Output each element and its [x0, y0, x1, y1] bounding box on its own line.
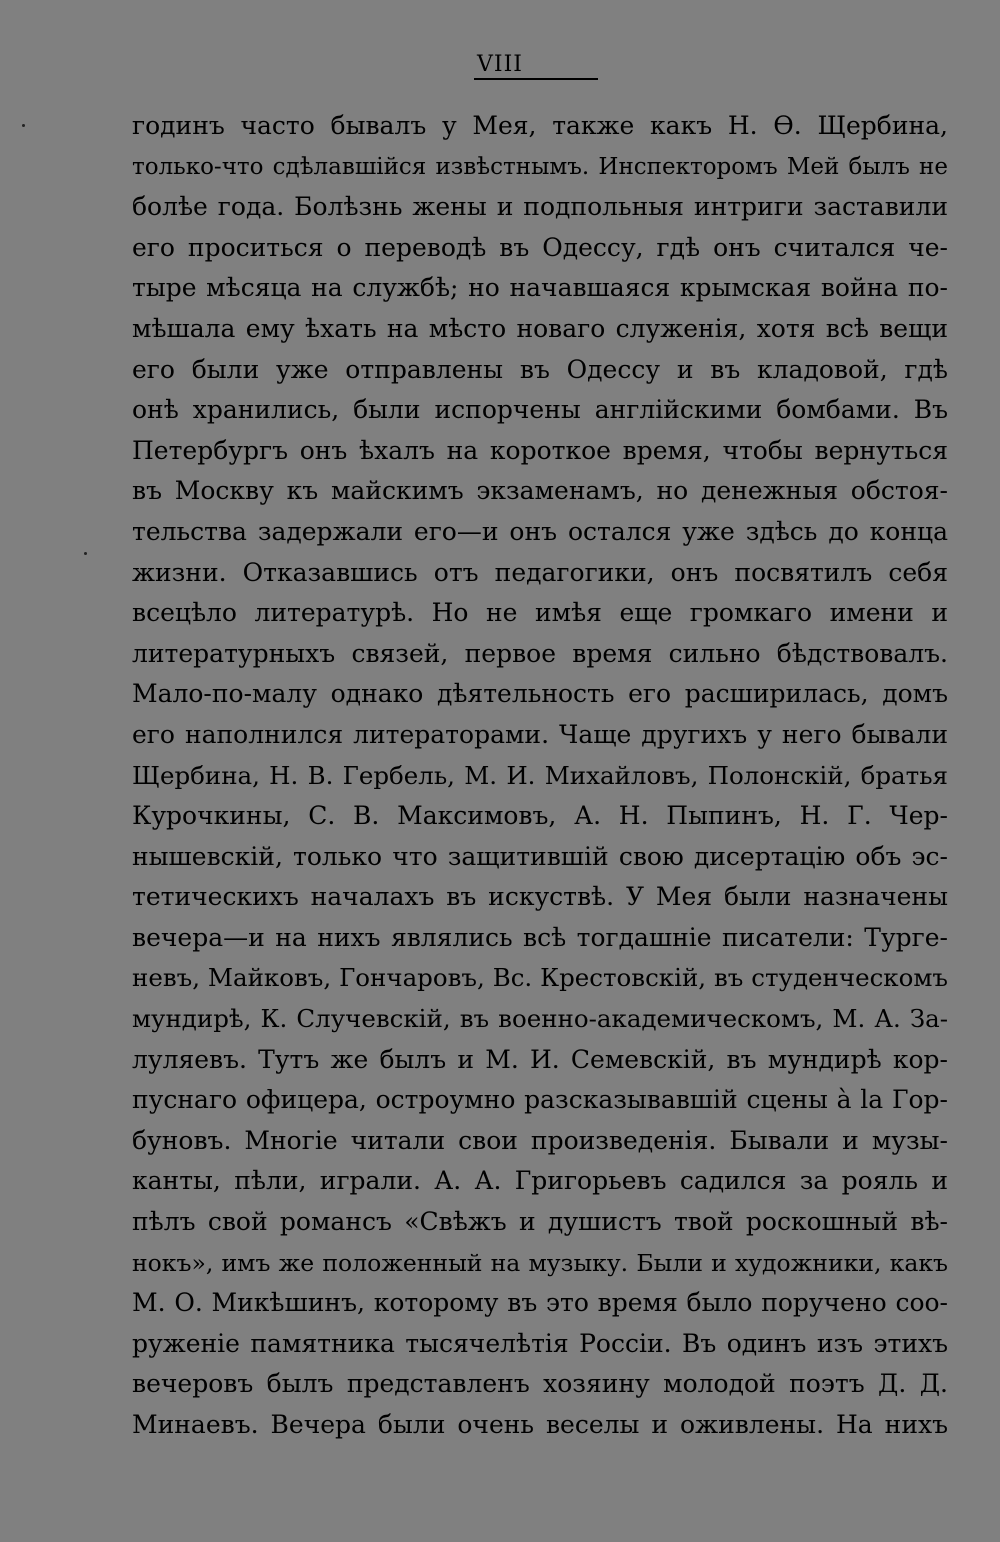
text-line: тельства задержали его—и онъ остался уже здѣсь до конца: [132, 516, 948, 546]
text-line: руженіе памятника тысячелѣтія Россіи. Въ одинъ изъ этихъ: [132, 1328, 948, 1358]
text-line: тетическихъ началахъ въ искуствѣ. У Мея были назначены: [132, 882, 948, 912]
text-line: нышевскій, только что защитившій свою дисертацію объ эс-: [132, 841, 948, 871]
scan-speck: [22, 124, 25, 127]
text-line: нокъ», имъ же положенный на музыку. Были и художники, какъ: [132, 1248, 948, 1277]
text-line: его проситься о переводѣ въ Одессу, гдѣ онъ считался че-: [132, 232, 948, 262]
text-line: канты, пѣли, играли. А. А. Григорьевъ садился за рояль и: [132, 1166, 948, 1196]
text-line: жизни. Отказавшись отъ педагогики, онъ посвятилъ себя: [132, 557, 948, 587]
text-line: Щербина, Н. В. Гербель, М. И. Михайловъ, Полонскій, братья: [132, 760, 948, 790]
text-line: только-что сдѣлавшійся извѣстнымъ. Инспекторомъ Мей былъ не: [132, 153, 948, 180]
text-line: Курочкины, С. В. Максимовъ, А. Н. Пыпинъ, Н. Г. Чер-: [132, 801, 948, 831]
text-line: вечеровъ былъ представленъ хозяину молодой поэтъ Д. Д.: [132, 1369, 948, 1399]
text-line: его наполнился литераторами. Чаще другихъ у него бывали: [132, 719, 948, 749]
scan-speck: [84, 552, 87, 555]
page-number: VIII: [477, 52, 523, 77]
text-line: Петербургъ онъ ѣхалъ на короткое время, чтобы вернуться: [132, 435, 948, 465]
text-line: Мало-по-малу однако дѣятельность его расширилась, домъ: [132, 679, 948, 709]
page-number-rule: [474, 78, 598, 80]
text-line: пуснаго офицера, остроумно разсказывавшій сцены à la Гор-: [132, 1085, 948, 1115]
text-line: онѣ хранились, были испорчены англійскими бомбами. Въ: [132, 395, 948, 425]
text-line: Минаевъ. Вечера были очень веселы и оживлены. На нихъ: [132, 1410, 948, 1439]
text-line: невъ, Майковъ, Гончаровъ, Вс. Крестовскій, въ студенческомъ: [132, 963, 948, 993]
text-line: всецѣло литературѣ. Но не имѣя еще громкаго имени и: [132, 598, 948, 628]
text-line: тыре мѣсяца на службѣ; но начавшаяся крымская война по-: [132, 273, 948, 303]
text-line: М. О. Микѣшинъ, которому въ это время было поручено соо-: [132, 1288, 948, 1318]
text-line: литературныхъ связей, первое время сильно бѣдствовалъ.: [132, 638, 948, 668]
text-line: мундирѣ, К. Случевскій, въ военно-академическомъ, М. А. За-: [132, 1004, 948, 1034]
text-line: луляевъ. Тутъ же былъ и М. И. Семевскій, въ мундирѣ кор-: [132, 1044, 948, 1074]
text-line: годинъ часто бывалъ у Мея, также какъ Н. Ѳ. Щербина,: [132, 111, 948, 140]
text-line: мѣшала ему ѣхать на мѣсто новаго служенія, хотя всѣ вещи: [132, 313, 948, 343]
text-line: буновъ. Многіе читали свои произведенія. Бывали и музы-: [132, 1125, 948, 1155]
body-text: [132, 106, 948, 1446]
text-line: пѣлъ свой романсъ «Свѣжъ и душистъ твой роскошный вѣ-: [132, 1207, 948, 1237]
text-line: въ Москву къ майскимъ экзаменамъ, но денежныя обстоя-: [132, 476, 948, 506]
text-line: болѣе года. Болѣзнь жены и подпольныя интриги заставили: [132, 192, 948, 222]
text-line: вечера—и на нихъ являлись всѣ тогдашніе писатели: Турге-: [132, 922, 948, 952]
text-line: его были уже отправлены въ Одессу и въ кладовой, гдѣ: [132, 354, 948, 384]
